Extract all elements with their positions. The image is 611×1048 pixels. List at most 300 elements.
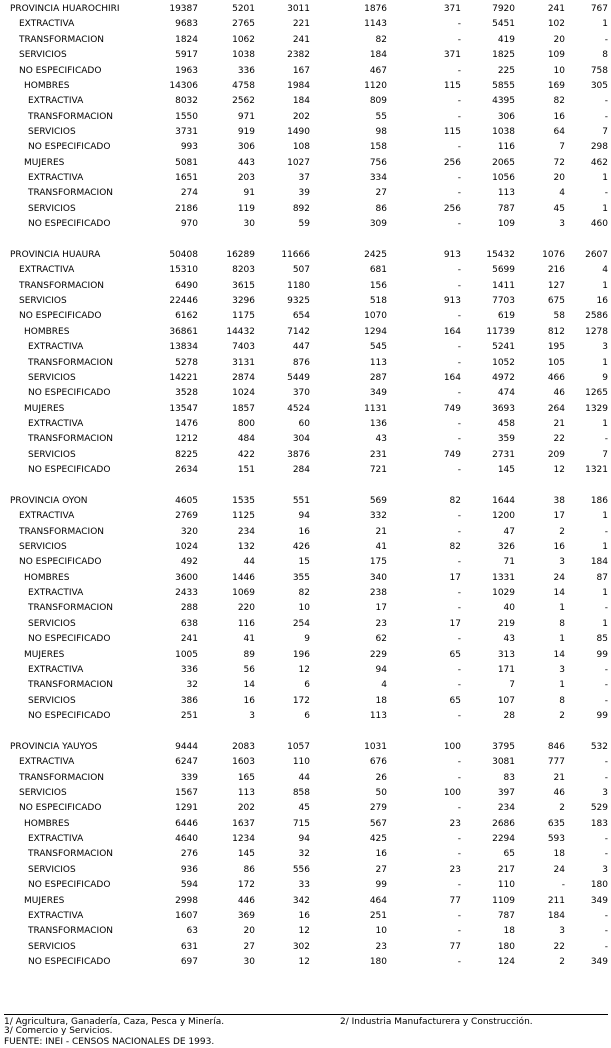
table-cell: 7 xyxy=(559,142,565,153)
table-cell: 3876 xyxy=(287,449,310,460)
table-cell: 1329 xyxy=(585,403,608,414)
table-cell: - xyxy=(457,357,461,368)
table-cell: 13547 xyxy=(169,403,198,414)
table-row xyxy=(0,756,611,769)
table-cell: 12 xyxy=(298,956,310,967)
table-cell: 635 xyxy=(547,818,565,829)
table-cell: - xyxy=(457,711,461,721)
table-cell: 371 xyxy=(443,4,461,14)
table-row xyxy=(0,387,611,400)
table-cell: 251 xyxy=(369,910,387,921)
table-cell: 89 xyxy=(243,649,255,660)
table-cell: 17 xyxy=(375,603,387,614)
table-cell: 332 xyxy=(369,511,387,522)
table-row xyxy=(0,111,611,124)
table-cell: 2769 xyxy=(175,511,198,522)
row-label: SERVICIOS xyxy=(28,372,76,383)
table-cell: 1 xyxy=(602,173,608,184)
table-cell: 2382 xyxy=(287,50,310,61)
table-cell: 56 xyxy=(243,664,255,675)
table-cell: 9 xyxy=(602,372,608,383)
table-cell: 21 xyxy=(553,419,565,429)
table-cell: 1062 xyxy=(232,34,255,45)
table-cell: 3 xyxy=(602,787,608,798)
table-cell: 8 xyxy=(559,618,565,629)
table-cell: 2433 xyxy=(175,588,198,599)
table-cell: 569 xyxy=(369,495,387,506)
table-cell: 800 xyxy=(237,419,255,429)
table-cell: 462 xyxy=(590,157,608,168)
table-row xyxy=(0,910,611,923)
table-cell: 7703 xyxy=(492,296,515,306)
table-cell: 23 xyxy=(375,618,387,629)
row-label: HOMBRES xyxy=(24,818,70,829)
row-label: TRANSFORMACION xyxy=(28,188,114,199)
table-cell: 14432 xyxy=(226,326,255,337)
table-cell: 1175 xyxy=(232,311,255,322)
table-cell: 936 xyxy=(180,864,198,875)
table-cell: 1 xyxy=(602,419,608,429)
table-cell: 298 xyxy=(590,142,608,153)
table-cell: 184 xyxy=(292,96,310,107)
table-cell: - xyxy=(457,342,461,353)
table-cell: 184 xyxy=(590,557,608,568)
table-row xyxy=(0,772,611,785)
table-cell: 151 xyxy=(237,465,255,476)
table-cell: 422 xyxy=(237,449,255,460)
table-cell: 195 xyxy=(547,342,565,353)
table-cell: 65 xyxy=(449,649,461,660)
table-cell: 209 xyxy=(547,449,565,460)
table-cell: - xyxy=(457,526,461,537)
table-cell: 913 xyxy=(443,249,461,260)
row-label: HOMBRES xyxy=(24,80,70,91)
table-cell: 4758 xyxy=(232,80,255,91)
table-cell: 105 xyxy=(547,357,565,368)
table-cell: 386 xyxy=(180,695,198,706)
table-cell: - xyxy=(457,34,461,45)
table-cell: 1278 xyxy=(585,326,608,337)
table-cell: 264 xyxy=(547,403,565,414)
table-row xyxy=(0,879,611,892)
table-cell: 326 xyxy=(497,542,515,552)
table-cell: 171 xyxy=(497,664,515,675)
table-cell: 55 xyxy=(375,111,387,122)
table-cell: 229 xyxy=(369,649,387,660)
table-cell: 1024 xyxy=(232,388,255,399)
table-cell: 50408 xyxy=(169,249,198,260)
table-cell: 37 xyxy=(298,173,310,184)
row-label: TRANSFORMACION xyxy=(28,603,114,614)
table-cell: - xyxy=(457,219,461,230)
table-cell: 1535 xyxy=(232,495,255,506)
table-row xyxy=(0,895,611,908)
table-cell: 59 xyxy=(298,219,310,230)
table-cell: - xyxy=(604,834,608,844)
table-cell: 1 xyxy=(602,357,608,368)
table-row xyxy=(0,372,611,385)
table-cell: - xyxy=(457,757,461,768)
table-cell: 619 xyxy=(497,311,515,322)
table-cell: 3011 xyxy=(287,4,310,14)
table-cell: 970 xyxy=(180,219,198,230)
table-cell: 32 xyxy=(298,849,310,860)
table-row xyxy=(0,649,611,662)
table-cell: 1212 xyxy=(175,434,198,445)
table-cell: 86 xyxy=(243,864,255,875)
table-cell: 6162 xyxy=(175,311,198,322)
table-cell: 82 xyxy=(449,495,461,506)
table-cell: 16 xyxy=(375,849,387,860)
table-cell: 20 xyxy=(243,926,255,937)
table-cell: 359 xyxy=(497,434,515,445)
table-cell: 3 xyxy=(602,342,608,353)
table-cell: 2 xyxy=(559,526,565,537)
table-cell: 109 xyxy=(547,50,565,61)
table-cell: 5278 xyxy=(175,357,198,368)
row-label: NO ESPECIFICADO xyxy=(28,219,111,230)
row-label: EXTRACTIVA xyxy=(28,664,84,675)
table-cell: 2083 xyxy=(232,741,255,752)
table-cell: 1 xyxy=(602,588,608,599)
table-cell: 1 xyxy=(559,634,565,645)
row-label: MUJERES xyxy=(24,403,65,414)
table-cell: 1 xyxy=(559,680,565,691)
table-cell: 3615 xyxy=(232,280,255,291)
table-cell: 3600 xyxy=(175,572,198,583)
table-cell: - xyxy=(604,526,608,537)
table-cell: 767 xyxy=(590,4,608,14)
table-cell: 85 xyxy=(596,634,608,645)
table-cell: - xyxy=(457,834,461,844)
table-cell: 1984 xyxy=(287,80,310,91)
table-row xyxy=(0,633,611,646)
table-cell: 1 xyxy=(559,603,565,614)
row-label: TRANSFORMACION xyxy=(19,280,105,291)
table-cell: 77 xyxy=(449,895,461,906)
table-cell: 203 xyxy=(237,173,255,184)
table-cell: 217 xyxy=(497,864,515,875)
table-cell: 202 xyxy=(237,803,255,814)
table-row xyxy=(0,187,611,200)
table-cell: 3 xyxy=(559,557,565,568)
table-cell: 1963 xyxy=(175,65,198,76)
row-label: MUJERES xyxy=(24,157,65,168)
table-cell: 4640 xyxy=(175,834,198,844)
table-cell: 22446 xyxy=(169,296,198,306)
table-row xyxy=(0,433,611,446)
table-cell: 7403 xyxy=(232,342,255,353)
table-cell: 371 xyxy=(443,50,461,61)
table-cell: 336 xyxy=(180,664,198,675)
table-cell: 529 xyxy=(590,803,608,814)
table-row xyxy=(0,141,611,154)
row-label: MUJERES xyxy=(24,895,65,906)
table-cell: 1321 xyxy=(585,465,608,476)
table-cell: 234 xyxy=(497,803,515,814)
table-cell: 749 xyxy=(443,449,461,460)
table-cell: 284 xyxy=(292,465,310,476)
table-cell: - xyxy=(457,188,461,199)
table-cell: 219 xyxy=(497,618,515,629)
table-cell: 858 xyxy=(292,787,310,798)
table-cell: - xyxy=(604,849,608,860)
table-cell: 7 xyxy=(602,449,608,460)
table-cell: 21 xyxy=(553,772,565,783)
table-cell: 1200 xyxy=(492,511,515,522)
table-cell: 58 xyxy=(553,311,565,322)
table-cell: 2065 xyxy=(492,157,515,168)
table-row xyxy=(0,956,611,969)
table-cell: 556 xyxy=(292,864,310,875)
table-cell: 30 xyxy=(243,219,255,230)
table-cell: - xyxy=(457,634,461,645)
table-row xyxy=(0,65,611,78)
row-label: TRANSFORMACION xyxy=(19,526,105,537)
table-cell: 3 xyxy=(249,711,255,721)
table-cell: - xyxy=(457,96,461,107)
table-cell: 3296 xyxy=(232,296,255,306)
table-cell: - xyxy=(561,880,565,891)
table-row xyxy=(0,925,611,938)
table-cell: 1603 xyxy=(232,757,255,768)
row-label: EXTRACTIVA xyxy=(28,419,84,429)
table-row xyxy=(0,495,611,508)
table-cell: 426 xyxy=(292,542,310,552)
table-cell: 2425 xyxy=(364,249,387,260)
row-label: PROVINCIA OYON xyxy=(10,495,88,506)
table-cell: 443 xyxy=(237,157,255,168)
table-cell: - xyxy=(457,588,461,599)
table-cell: - xyxy=(604,603,608,614)
table-cell: 302 xyxy=(292,941,310,952)
table-cell: 12 xyxy=(298,664,310,675)
table-cell: 2874 xyxy=(232,372,255,383)
row-label: SERVICIOS xyxy=(28,941,76,952)
row-label: SERVICIOS xyxy=(19,296,67,306)
table-cell: 339 xyxy=(180,772,198,783)
table-cell: 1607 xyxy=(175,910,198,921)
table-cell: 1024 xyxy=(175,542,198,552)
table-cell: 2586 xyxy=(585,311,608,322)
table-cell: 466 xyxy=(547,372,565,383)
table-cell: 1038 xyxy=(232,50,255,61)
table-cell: 5917 xyxy=(175,50,198,61)
table-cell: 100 xyxy=(443,741,461,752)
table-cell: 12 xyxy=(298,926,310,937)
table-cell: 44 xyxy=(243,557,255,568)
table-row xyxy=(0,741,611,754)
table-cell: 4605 xyxy=(175,495,198,506)
table-cell: 27 xyxy=(375,188,387,199)
table-cell: 241 xyxy=(292,34,310,45)
table-cell: 196 xyxy=(292,649,310,660)
table-cell: 2998 xyxy=(175,895,198,906)
table-cell: 274 xyxy=(180,188,198,199)
table-cell: 83 xyxy=(503,772,515,783)
table-cell: 113 xyxy=(369,357,387,368)
table-cell: 184 xyxy=(547,910,565,921)
table-cell: - xyxy=(604,680,608,691)
table-cell: - xyxy=(604,96,608,107)
table-row xyxy=(0,787,611,800)
table-cell: 1857 xyxy=(232,403,255,414)
table-cell: 113 xyxy=(237,787,255,798)
table-cell: 94 xyxy=(298,834,310,844)
table-cell: 654 xyxy=(292,311,310,322)
table-cell: 313 xyxy=(497,649,515,660)
table-cell: 425 xyxy=(369,834,387,844)
table-cell: 86 xyxy=(375,203,387,214)
table-cell: - xyxy=(457,664,461,675)
table-cell: 876 xyxy=(292,357,310,368)
table-cell: 164 xyxy=(443,372,461,383)
table-cell: 758 xyxy=(590,65,608,76)
table-cell: 158 xyxy=(369,142,387,153)
table-cell: 82 xyxy=(553,96,565,107)
table-cell: 518 xyxy=(369,296,387,306)
table-cell: 355 xyxy=(292,572,310,583)
table-cell: 1476 xyxy=(175,419,198,429)
table-cell: 971 xyxy=(237,111,255,122)
table-cell: 12 xyxy=(553,465,565,476)
table-cell: 1069 xyxy=(232,588,255,599)
table-cell: 10 xyxy=(375,926,387,937)
table-cell: 892 xyxy=(292,203,310,214)
table-cell: 3 xyxy=(559,219,565,230)
table-cell: 39 xyxy=(298,188,310,199)
footnote-2: 2/ Industria Manufacturera y Construcción. xyxy=(340,1017,533,1027)
table-cell: 45 xyxy=(298,803,310,814)
table-row xyxy=(0,203,611,216)
table-cell: - xyxy=(604,188,608,199)
table-cell: 5449 xyxy=(287,372,310,383)
table-cell: 136 xyxy=(369,419,387,429)
table-cell: - xyxy=(457,142,461,153)
table-row xyxy=(0,418,611,431)
table-cell: 183 xyxy=(590,818,608,829)
table-cell: 2686 xyxy=(492,818,515,829)
table-cell: 60 xyxy=(298,419,310,429)
table-cell: - xyxy=(604,434,608,445)
footnote-3: 3/ Comercio y Servicios. xyxy=(4,1026,113,1036)
table-row xyxy=(0,679,611,692)
row-label: NO ESPECIFICADO xyxy=(28,956,111,967)
table-cell: 169 xyxy=(547,80,565,91)
table-cell: 99 xyxy=(596,649,608,660)
table-cell: 1109 xyxy=(492,895,515,906)
table-cell: 116 xyxy=(237,618,255,629)
table-cell: 20 xyxy=(553,173,565,184)
table-cell: 251 xyxy=(180,711,198,721)
table-cell: 567 xyxy=(369,818,387,829)
table-cell: 5201 xyxy=(232,4,255,14)
table-cell: 1 xyxy=(602,542,608,552)
table-cell: 220 xyxy=(237,603,255,614)
table-row xyxy=(0,556,611,569)
table-cell: 8203 xyxy=(232,265,255,276)
table-cell: 10 xyxy=(298,603,310,614)
table-cell: 2294 xyxy=(492,834,515,844)
table-cell: 1143 xyxy=(364,19,387,30)
row-label: PROVINCIA HUAROCHIRI xyxy=(10,4,120,14)
table-row xyxy=(0,541,611,554)
table-row xyxy=(0,80,611,93)
table-cell: 1120 xyxy=(364,80,387,91)
row-label: EXTRACTIVA xyxy=(19,265,75,276)
table-cell: 4395 xyxy=(492,96,515,107)
table-cell: 8 xyxy=(602,50,608,61)
table-cell: 1125 xyxy=(232,511,255,522)
row-label: NO ESPECIFICADO xyxy=(19,65,102,76)
table-cell: 71 xyxy=(503,557,515,568)
table-cell: 41 xyxy=(243,634,255,645)
row-label: SERVICIOS xyxy=(28,864,76,875)
table-cell: 1070 xyxy=(364,311,387,322)
table-cell: 446 xyxy=(237,895,255,906)
row-label: SERVICIOS xyxy=(28,618,76,629)
table-cell: 172 xyxy=(237,880,255,891)
row-label: NO ESPECIFICADO xyxy=(28,388,111,399)
table-row xyxy=(0,802,611,815)
table-cell: 16 xyxy=(243,695,255,706)
table-cell: - xyxy=(604,910,608,921)
table-cell: 787 xyxy=(497,203,515,214)
table-cell: 172 xyxy=(292,695,310,706)
table-cell: - xyxy=(604,941,608,952)
table-cell: - xyxy=(457,557,461,568)
table-cell: - xyxy=(457,311,461,322)
table-cell: 14306 xyxy=(169,80,198,91)
table-cell: 1644 xyxy=(492,495,515,506)
table-row xyxy=(0,695,611,708)
table-cell: 5699 xyxy=(492,265,515,276)
row-label: EXTRACTIVA xyxy=(19,757,75,768)
table-cell: 22 xyxy=(553,434,565,445)
table-cell: 777 xyxy=(547,757,565,768)
table-cell: 1 xyxy=(602,280,608,291)
table-cell: 27 xyxy=(375,864,387,875)
table-cell: - xyxy=(457,910,461,921)
table-cell: 99 xyxy=(375,880,387,891)
table-cell: 64 xyxy=(553,127,565,137)
table-cell: 756 xyxy=(369,157,387,168)
table-cell: 145 xyxy=(497,465,515,476)
table-cell: 21 xyxy=(375,526,387,537)
table-row xyxy=(0,449,611,462)
table-row xyxy=(0,49,611,62)
table-cell: 1331 xyxy=(492,572,515,583)
table-cell: 14 xyxy=(243,680,255,691)
table-cell: 15432 xyxy=(486,249,515,260)
table-cell: 370 xyxy=(292,388,310,399)
table-cell: - xyxy=(457,65,461,76)
table-cell: 165 xyxy=(237,772,255,783)
table-cell: 47 xyxy=(503,526,515,537)
table-cell: 5451 xyxy=(492,19,515,30)
table-row xyxy=(0,157,611,170)
table-cell: - xyxy=(457,434,461,445)
table-cell: 9444 xyxy=(175,741,198,752)
table-cell: 62 xyxy=(375,634,387,645)
table-cell: 3081 xyxy=(492,757,515,768)
table-cell: 551 xyxy=(292,495,310,506)
table-cell: - xyxy=(457,803,461,814)
table-cell: 1038 xyxy=(492,127,515,137)
table-cell: 1446 xyxy=(232,572,255,583)
table-row xyxy=(0,3,611,16)
table-cell: - xyxy=(457,926,461,937)
